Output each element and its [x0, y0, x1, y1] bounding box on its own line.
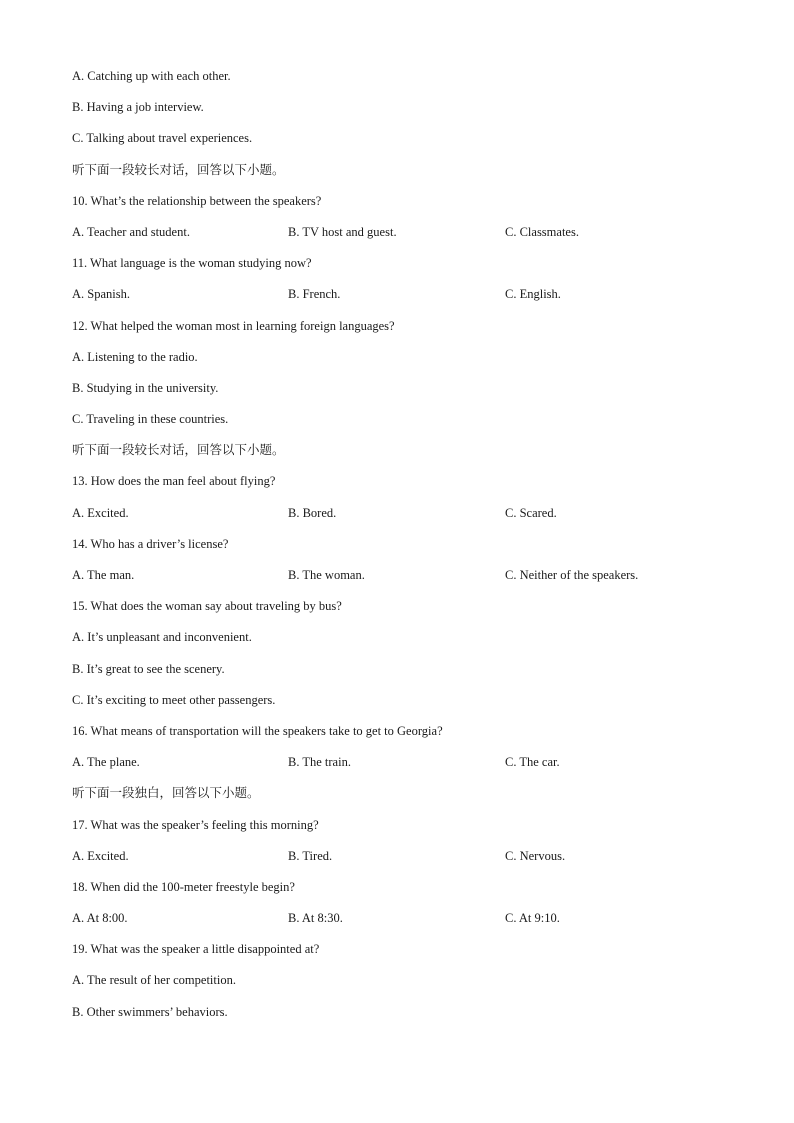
section-instruction: 听下面一段独白，回答以下小题。 — [72, 785, 260, 801]
answer-option: B. Having a job interview. — [72, 100, 204, 115]
answer-option: C. Classmates. — [505, 224, 579, 239]
answer-option: A. Spanish. — [72, 287, 130, 302]
answer-option: A. Listening to the radio. — [72, 349, 198, 364]
answer-option: C. Traveling in these countries. — [72, 412, 229, 427]
answer-option: C. The car. — [505, 755, 560, 770]
options-row — [72, 752, 752, 783]
options-row — [72, 503, 752, 534]
answer-option: C. Talking about travel experiences. — [72, 131, 253, 146]
exam-page — [72, 66, 752, 1033]
question-text: 16. What means of transportation will the speakers take to get to Georgia? — [72, 723, 443, 738]
answer-option: C. Scared. — [505, 505, 557, 520]
answer-option: A. The man. — [72, 568, 135, 582]
answer-option: C. It’s exciting to meet other passengers. — [72, 692, 276, 707]
answer-option: A. Excited. — [72, 848, 129, 863]
question-text: 19. What was the speaker a little disappointed at? — [72, 942, 320, 957]
section-instruction: 听下面一段较长对话，回答以下小题。 — [72, 161, 285, 177]
answer-option: C. Nervous. — [505, 848, 566, 863]
options-row — [72, 565, 752, 596]
answer-option: A. Catching up with each other. — [72, 69, 231, 83]
answer-option: C. Neither of the speakers. — [505, 568, 639, 582]
options-row — [72, 908, 752, 939]
answer-option: A. The plane. — [72, 755, 140, 770]
answer-option: B. Tired. — [288, 848, 333, 863]
options-row — [72, 222, 752, 253]
question-text: 12. What helped the woman most in learning foreign languages? — [72, 318, 395, 333]
answer-option: A. Teacher and student. — [72, 224, 190, 239]
answer-option: B. The train. — [288, 755, 351, 770]
answer-option: B. Other swimmers’ behaviors. — [72, 1004, 228, 1019]
answer-option: C. At 9:10. — [505, 911, 560, 926]
answer-option: B. TV host and guest. — [288, 224, 397, 239]
question-text: 17. What was the speaker’s feeling this morning? — [72, 817, 319, 832]
answer-option: B. French. — [288, 287, 341, 302]
answer-option: A. It’s unpleasant and inconvenient. — [72, 630, 252, 645]
answer-option: A. Excited. — [72, 505, 129, 520]
answer-option: B. It’s great to see the scenery. — [72, 661, 225, 676]
options-row — [72, 846, 752, 877]
question-text: 15. What does the woman say about traveling by bus? — [72, 599, 342, 614]
answer-option: B. Studying in the university. — [72, 380, 219, 395]
question-text: 18. When did the 100-meter freestyle begin? — [72, 879, 295, 894]
question-text: 10. What’s the relationship between the speakers? — [72, 193, 322, 208]
answer-option: C. English. — [505, 287, 561, 302]
answer-option: B. At 8:30. — [288, 911, 343, 926]
question-text: 11. What language is the woman studying now? — [72, 256, 312, 271]
answer-option: B. Bored. — [288, 505, 337, 520]
question-text: 13. How does the man feel about flying? — [72, 474, 276, 489]
options-row — [72, 284, 752, 315]
section-instruction: 听下面一段较长对话，回答以下小题。 — [72, 442, 285, 458]
answer-option: A. At 8:00. — [72, 911, 128, 926]
answer-option: A. The result of her competition. — [72, 973, 236, 988]
question-text: 14. Who has a driver’s license? — [72, 536, 229, 551]
answer-option: B. The woman. — [288, 568, 365, 582]
